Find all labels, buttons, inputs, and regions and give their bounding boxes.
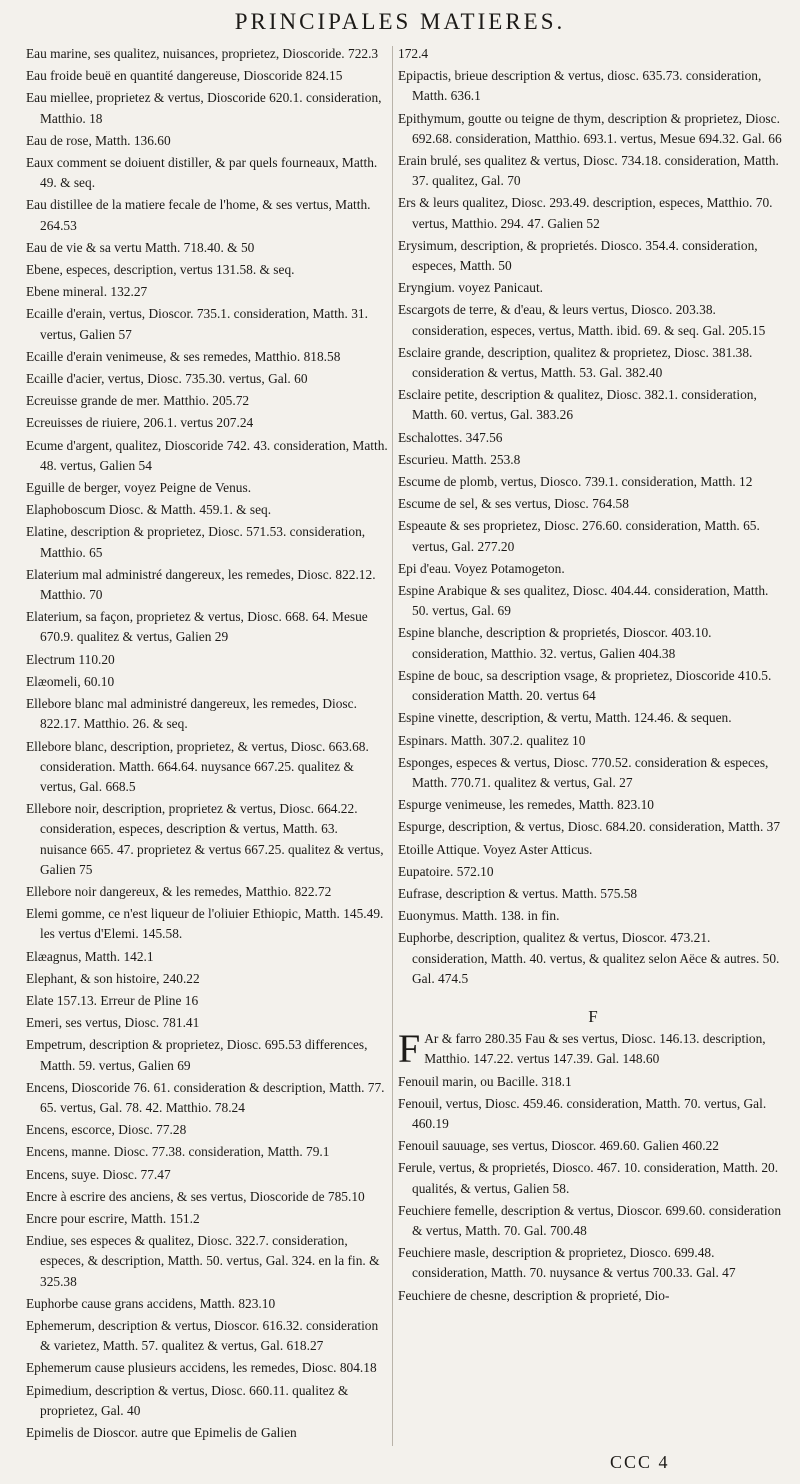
index-entry: Eschalottes. 347.56 xyxy=(398,429,503,445)
index-entry: Ephemerum cause plusieurs accidens, les remedes, Diosc. 804.18 xyxy=(26,1360,377,1376)
index-entry: Empetrum, description & proprietez, Diosc. 695.53 differences, Matth. 59. vertus, Galien 69 xyxy=(26,1037,368,1073)
index-entry: Eufrase, description & vertus. Matth. 575.58 xyxy=(398,885,638,901)
index-entry: Elephant, & son histoire, 240.22 xyxy=(26,970,200,986)
index-entry: Elæagnus, Matth. 142.1 xyxy=(26,948,154,964)
index-entry: Epipactis, brieue description & vertus, diosc. 635.73. consideration, Matth. 636.1 xyxy=(398,68,762,104)
index-entry: Espine de bouc, sa description vsage, & proprietez, Dioscoride 410.5. consideration Matth. 20. vertus 64 xyxy=(398,667,772,704)
index-entry: Esponges, especes & vertus, Diosc. 770.52. consideration & especes, Matth. 770.71. qualitez & vertus, Gal. 27 xyxy=(398,754,769,790)
index-entry: Epithymum, goutte ou teigne de thym, description & proprietez, Diosc. 692.68. consideration, Matthio. 693.1. vertus, Mesue 694.32. Gal. 66 xyxy=(398,110,782,146)
index-entry: Espinars. Matth. 307.2. qualitez 10 xyxy=(398,732,586,748)
index-entry: Elate 157.13. Erreur de Pline 16 xyxy=(26,992,199,1008)
dropcap-f: F xyxy=(398,1026,421,1072)
index-entry: Ellebore noir, description, proprietez & vertus, Diosc. 664.22. consideration, especes, description & vertus, Matth. 63. nuisance 665. 47. proprietez & vertus 667.25. qualitez & vertus, Galien 75 xyxy=(26,801,384,877)
index-entry: Ecreuisses de riuiere, 206.1. vertus 207.24 xyxy=(26,415,254,431)
index-entry: Encens, escorce, Diosc. 77.28 xyxy=(26,1122,187,1138)
index-entry: Electrum 110.20 xyxy=(26,651,115,667)
index-entry: Encre à escrire des anciens, & ses vertus, Dioscoride de 785.10 xyxy=(26,1188,365,1204)
index-entry: Elaterium mal administré dangereux, les remedes, Diosc. 822.12. Matthio. 70 xyxy=(26,566,376,603)
left-column xyxy=(26,44,388,1444)
right-column xyxy=(398,44,788,1444)
index-entry: Ebene, especes, description, vertus 131.58. & seq. xyxy=(26,262,295,278)
index-entry: Encre pour escrire, Matth. 151.2 xyxy=(26,1210,200,1226)
right-column-f-entries xyxy=(398,1072,788,1306)
index-entry: Ferule, vertus, & proprietés, Diosco. 467. 10. consideration, Matth. 20. qualités, & vertus, Galien 58. xyxy=(398,1160,779,1196)
index-entry: Espine Arabique & ses qualitez, Diosc. 404.44. consideration, Matth. 50. vertus, Gal. 69 xyxy=(398,583,769,619)
index-entry: Ecaille d'acier, vertus, Diosc. 735.30. vertus, Gal. 60 xyxy=(26,371,308,387)
index-entry: Ecume d'argent, qualitez, Dioscoride 742. 43. consideration, Matth. 48. vertus, Galien 54 xyxy=(26,437,388,473)
index-entry: Eau marine, ses qualitez, nuisances, proprietez, Dioscoride. 722.3 xyxy=(26,46,379,61)
page-signature: CCC 4 xyxy=(610,1452,670,1472)
index-entry: Fenouil sauuage, ses vertus, Dioscor. 469.60. Galien 460.22 xyxy=(398,1138,719,1154)
index-entry: Elemi gomme, ce n'est liqueur de l'oliuier Ethiopic, Matth. 145.49. les vertus d'Elemi. 145.58. xyxy=(26,906,384,942)
index-entry: Elaphoboscum Diosc. & Matth. 459.1. & seq. xyxy=(26,502,272,518)
index-entry: Etoille Attique. Voyez Aster Atticus. xyxy=(398,841,593,857)
column-divider xyxy=(392,46,393,1446)
index-entry: Elatine, description & proprietez, Diosc. 571.53. consideration, Matthio. 65 xyxy=(26,524,366,560)
index-entry: Endiue, ses especes & qualitez, Diosc. 322.7. consideration, especes, & description, Matth. 50. vertus, Gal. 324. en la fin. & 325.38 xyxy=(26,1233,380,1289)
right-column-e-entries xyxy=(398,44,788,989)
index-entry: Elæomeli, 60.10 xyxy=(26,673,115,689)
index-entry: Feuchiere femelle, description & vertus, Dioscor. 699.60. consideration & vertus, Matth. 70. Gal. 700.48 xyxy=(398,1202,782,1238)
index-entry: Epimelis de Dioscor. autre que Epimelis de Galien xyxy=(26,1425,297,1440)
index-entry: Epimedium, description & vertus, Diosc. 660.11. qualitez & proprietez, Gal. 40 xyxy=(26,1382,349,1418)
index-entry: Escume de sel, & ses vertus, Diosc. 764.58 xyxy=(398,496,629,512)
index-entry: Espurge venimeuse, les remedes, Matth. 823.10 xyxy=(398,797,654,813)
index-entry: Ers & leurs qualitez, Diosc. 293.49. description, especes, Matthio. 70. vertus, Matthio. 294. 47. Galien 52 xyxy=(398,195,773,231)
index-entry: Espeaute & ses proprietez, Diosc. 276.60. consideration, Matth. 65. vertus, Gal. 277.20 xyxy=(398,518,760,554)
section-letter-f: F xyxy=(588,1006,598,1026)
page-header: PRINCIPALES MATIERES. xyxy=(234,9,566,34)
index-entry: Eupatoire. 572.10 xyxy=(398,863,494,879)
index-entry: Esclaire grande, description, qualitez & proprietez, Diosc. 381.38. consideration & vertus, Matth. 53. Gal. 382.40 xyxy=(398,344,753,381)
index-entry: Ellebore noir dangereux, & les remedes, Matthio. 822.72 xyxy=(26,883,332,899)
index-entry: Eryngium. voyez Panicaut. xyxy=(398,280,544,296)
index-entry: Ephemerum, description & vertus, Dioscor. 616.32. consideration & varietez, Matth. 57. qualitez & vertus, Gal. 618.27 xyxy=(26,1317,379,1354)
index-entry: Esclaire petite, description & qualitez, Diosc. 382.1. consideration, Matth. 60. vertus, Gal. 383.26 xyxy=(398,387,757,423)
index-entry: Emeri, ses vertus, Diosc. 781.41 xyxy=(26,1015,200,1031)
index-entry: Fenouil, vertus, Diosc. 459.46. consideration, Matth. 70. vertus, Gal. 460.19 xyxy=(398,1095,767,1131)
index-entry: Ecaille d'erain, vertus, Dioscor. 735.1. consideration, Matth. 31. vertus, Galien 57 xyxy=(26,306,368,342)
index-entry: Erain brulé, ses qualitez & vertus, Diosc. 734.18. consideration, Matth. 37. qualitez, Gal. 70 xyxy=(398,153,779,189)
index-entry: Fenouil marin, ou Bacille. 318.1 xyxy=(398,1073,572,1089)
index-entry: Eau froide beuë en quantité dangereuse, Dioscoride 824.15 xyxy=(26,68,343,84)
index-entry: Eau distillee de la matiere fecale de l'home, & ses vertus, Matth. 264.53 xyxy=(26,197,371,233)
index-entry: Ellebore blanc, description, proprietez, & vertus, Diosc. 663.68. consideration. Matth. 664.64. nuysance 667.25. qualitez & vertus, Gal. 668.5 xyxy=(26,738,369,794)
index-entry: Escargots de terre, & d'eau, & leurs vertus, Diosco. 203.38. consideration, especes, vertus, Matth. ibid. 69. & seq. Gal. 205.15 xyxy=(398,302,766,338)
index-entry: Ecreuisse grande de mer. Matthio. 205.72 xyxy=(26,393,250,409)
index-entry: Ecaille d'erain venimeuse, & ses remedes, Matthio. 818.58 xyxy=(26,348,341,364)
index-entry: Espine vinette, description, & vertu, Matth. 124.46. & sequen. xyxy=(398,710,732,726)
index-entry: Feuchiere de chesne, description & proprieté, Dio- xyxy=(398,1287,670,1303)
index-entry: Eau de vie & sa vertu Matth. 718.40. & 50 xyxy=(26,239,255,255)
index-entry: Eau miellee, proprietez & vertus, Dioscoride 620.1. consideration, Matthio. 18 xyxy=(26,90,382,126)
index-entry: Euonymus. Matth. 138. in fin. xyxy=(398,908,560,924)
index-entry: Euphorbe cause grans accidens, Matth. 823.10 xyxy=(26,1295,276,1311)
index-entry: Eaux comment se doiuent distiller, & par quels fourneaux, Matth. 49. & seq. xyxy=(26,155,378,191)
index-entry: Espurge, description, & vertus, Diosc. 684.20. consideration, Matth. 37 xyxy=(398,819,781,835)
index-entry: Encens, suye. Diosc. 77.47 xyxy=(26,1166,171,1182)
index-entry: Encens, Dioscoride 76. 61. consideration & description, Matth. 77. 65. vertus, Gal. 78. 42. Matthio. 78.24 xyxy=(26,1079,385,1115)
index-entry: Eguille de berger, voyez Peigne de Venus. xyxy=(26,480,252,496)
first-entry-f xyxy=(398,1026,788,1072)
index-entry: Erysimum, description, & proprietés. Diosco. 354.4. consideration, especes, Matth. 50 xyxy=(398,237,758,274)
index-entry: Eau de rose, Matth. 136.60 xyxy=(26,132,171,148)
index-entry: Ebene mineral. 132.27 xyxy=(26,284,148,300)
index-entry: Epi d'eau. Voyez Potamogeton. xyxy=(398,560,565,576)
index-entry: Euphorbe, description, qualitez & vertus, Dioscor. 473.21. consideration, Matth. 40. vertus, & qualitez selon Aëce & autres. 50. Gal. 474.5 xyxy=(398,930,780,986)
index-entry: Ellebore blanc mal administré dangereux, les remedes, Diosc. 822.17. Matthio. 26. & seq. xyxy=(26,696,357,732)
index-entry: Espine blanche, description & proprietés, Dioscor. 403.10. consideration, Matthio. 32. vertus, Galien 404.38 xyxy=(398,625,712,661)
index-entry: Elaterium, sa façon, proprietez & vertus, Diosc. 668. 64. Mesue 670.9. qualitez & vertus, Galien 29 xyxy=(26,609,368,645)
index-entry: Escume de plomb, vertus, Diosco. 739.1. consideration, Matth. 12 xyxy=(398,474,753,490)
index-entry: Escurieu. Matth. 253.8 xyxy=(398,451,521,467)
index-entry: Feuchiere masle, description & proprietez, Diosco. 699.48. consideration, Matth. 70. nuysance & vertus 700.33. Gal. 47 xyxy=(398,1245,736,1281)
index-entry: Encens, manne. Diosc. 77.38. consideration, Matth. 79.1 xyxy=(26,1144,330,1160)
index-entry: 172.4 xyxy=(398,46,429,61)
first-entry-f-text: Ar & farro 280.35 Fau & ses vertus, Diosc. 146.13. description, Matthio. 147.22. vertus 147.39. Gal. 148.60 xyxy=(424,1031,766,1067)
